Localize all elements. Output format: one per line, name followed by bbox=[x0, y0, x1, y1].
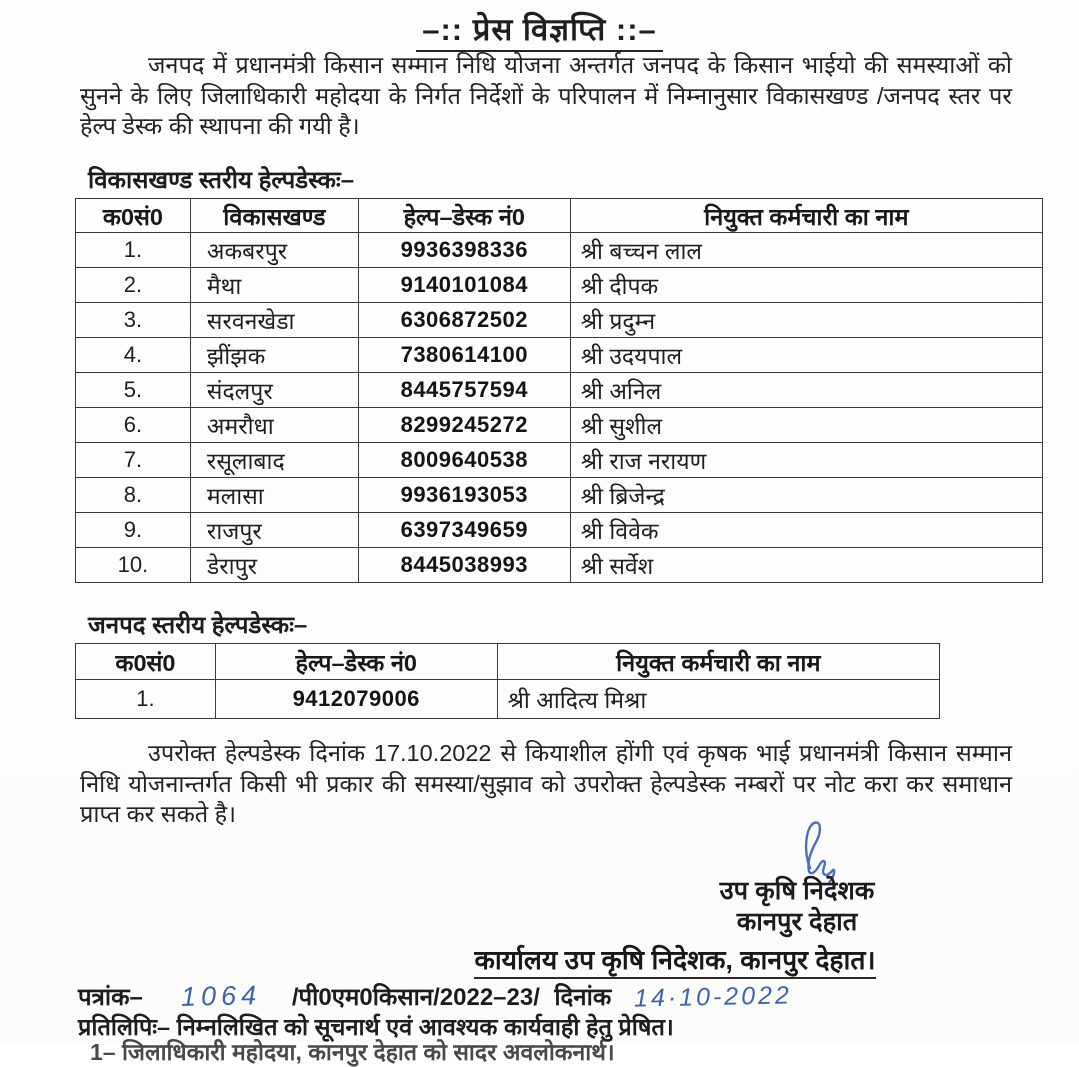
table-row bbox=[76, 303, 1043, 338]
name-cell: श्री सुशील bbox=[570, 408, 1042, 443]
table-row bbox=[76, 513, 1043, 548]
serial-cell: 2. bbox=[76, 268, 191, 303]
block-cell: सरवनखेडा bbox=[190, 303, 358, 338]
copy-distribution-line: प्रतिलिपिः– निम्नलिखित को सूचनार्थ एवं आवश्यक कार्यवाही हेतु प्रेषित। bbox=[78, 1014, 674, 1040]
serial-cell: 8. bbox=[76, 478, 191, 513]
name-cell: श्री सर्वेश bbox=[570, 548, 1042, 583]
phone-cell: 8445038993 bbox=[358, 548, 570, 583]
phone-cell: 9936398336 bbox=[358, 233, 570, 268]
name-cell: श्री अनिल bbox=[570, 373, 1042, 408]
block-cell: मलासा bbox=[190, 478, 358, 513]
serial-cell: 6. bbox=[76, 408, 191, 443]
date-value-handwritten: 14·10-2022 bbox=[633, 981, 792, 1013]
name-cell: श्री उदयपाल bbox=[570, 338, 1042, 373]
closing-paragraph: उपरोक्त हेल्पडेस्क दिनांक 17.10.2022 से कियाशील होंगी एवं कृषक भाई प्रधानमंत्री किसान सम्मान निधि योजनान्तर्गत किसी भी प्रकार की समस्या/सुझाव को उपरोक्त हेल्पडेस्क नम्बरों पर नोट करा कर समाधान प्राप्त कर सकते है। bbox=[80, 740, 1012, 827]
serial-cell: 9. bbox=[76, 513, 191, 548]
serial-cell: 1. bbox=[76, 680, 216, 719]
letter-number-line bbox=[78, 980, 1058, 1013]
serial-cell: 3. bbox=[76, 303, 191, 338]
table-row bbox=[76, 680, 940, 719]
serial-cell: 10. bbox=[76, 548, 191, 583]
block-cell: डेरापुर bbox=[190, 548, 358, 583]
header-block: विकासखण्ड bbox=[190, 199, 358, 233]
name-cell: श्री आदित्य मिश्रा bbox=[497, 680, 939, 719]
serial-cell: 7. bbox=[76, 443, 191, 478]
phone-cell: 9140101084 bbox=[358, 268, 570, 303]
patrank-label: पत्रांक– bbox=[78, 984, 143, 1011]
block-section-heading: विकासखण्ड स्तरीय हेल्पडेस्कः– bbox=[88, 167, 355, 194]
signatory-block bbox=[672, 876, 922, 938]
phone-cell: 6397349659 bbox=[358, 513, 570, 548]
phone-cell: 8445757594 bbox=[358, 373, 570, 408]
table-header-row bbox=[76, 199, 1043, 233]
table-row bbox=[76, 268, 1043, 303]
office-line bbox=[280, 941, 1070, 977]
block-cell: रसूलाबाद bbox=[190, 443, 358, 478]
patrank-number-handwritten: 1064 bbox=[181, 980, 262, 1012]
block-cell: राजपुर bbox=[190, 513, 358, 548]
district-section-heading: जनपद स्तरीय हेल्पडेस्कः– bbox=[88, 612, 308, 639]
signature-scribble-icon bbox=[788, 818, 850, 884]
serial-cell: 4. bbox=[76, 338, 191, 373]
table-row bbox=[76, 443, 1043, 478]
name-cell: श्री दीपक bbox=[570, 268, 1042, 303]
bottom-cutoff-line: 1– जिलाधिकारी महोदया, कानपुर देहात को सादर अवलोकनार्थ। bbox=[90, 1039, 615, 1065]
signatory-place: कानपुर देहात bbox=[736, 908, 858, 936]
block-cell: मैथा bbox=[190, 268, 358, 303]
header-phone: हेल्प–डेस्क नं0 bbox=[215, 644, 497, 680]
phone-cell: 7380614100 bbox=[358, 338, 570, 373]
name-cell: श्री विवेक bbox=[570, 513, 1042, 548]
name-cell: श्री बच्चन लाल bbox=[570, 233, 1042, 268]
table-header-row bbox=[76, 644, 940, 680]
page-title-text: –:: प्रेस विज्ञप्ति ::– bbox=[416, 12, 663, 52]
header-name: नियुक्त कर्मचारी का नाम bbox=[570, 199, 1042, 233]
table-row bbox=[76, 408, 1043, 443]
date-label: दिनांक bbox=[554, 984, 612, 1011]
block-cell: संदलपुर bbox=[190, 373, 358, 408]
intro-paragraph: जनपद में प्रधानमंत्री किसान सम्मान निधि योजना अन्तर्गत जनपद के किसान भाईयो की समस्याओं को सुनने के लिए जिलाधिकारी महोदया के निर्गत निर्देशों के परिपालन में निम्नानुसार विकासखण्ड /जनपद स्तर पर हेल्प डेस्क की स्थापना की गयी है। bbox=[80, 52, 1012, 139]
serial-cell: 5. bbox=[76, 373, 191, 408]
phone-cell: 8299245272 bbox=[358, 408, 570, 443]
district-helpdesk-table bbox=[75, 643, 940, 719]
header-name: नियुक्त कर्मचारी का नाम bbox=[497, 644, 939, 680]
name-cell: श्री राज नरायण bbox=[570, 443, 1042, 478]
table-row bbox=[76, 338, 1043, 373]
header-serial: क0सं0 bbox=[76, 199, 191, 233]
name-cell: श्री ब्रिजेन्द्र bbox=[570, 478, 1042, 513]
page-title bbox=[0, 8, 1079, 50]
phone-cell: 8009640538 bbox=[358, 443, 570, 478]
table-row bbox=[76, 478, 1043, 513]
table-row bbox=[76, 548, 1043, 583]
signatory-designation: उप कृषि निदेशक bbox=[719, 877, 875, 905]
table-row bbox=[76, 373, 1043, 408]
office-line-text: कार्यालय उप कृषि निदेशक, कानपुर देहात। bbox=[474, 945, 875, 979]
header-phone: हेल्प–डेस्क नं0 bbox=[358, 199, 570, 233]
block-cell: अमरौधा bbox=[190, 408, 358, 443]
reference-text: /पी0एम0किसान/2022–23/ bbox=[291, 984, 540, 1011]
block-cell: झींझक bbox=[190, 338, 358, 373]
phone-cell: 6306872502 bbox=[358, 303, 570, 338]
phone-cell: 9412079006 bbox=[215, 680, 497, 719]
serial-cell: 1. bbox=[76, 233, 191, 268]
block-cell: अकबरपुर bbox=[190, 233, 358, 268]
table-row bbox=[76, 233, 1043, 268]
block-helpdesk-table bbox=[75, 198, 1043, 583]
header-serial: क0सं0 bbox=[76, 644, 216, 680]
name-cell: श्री प्रदुम्न bbox=[570, 303, 1042, 338]
phone-cell: 9936193053 bbox=[358, 478, 570, 513]
